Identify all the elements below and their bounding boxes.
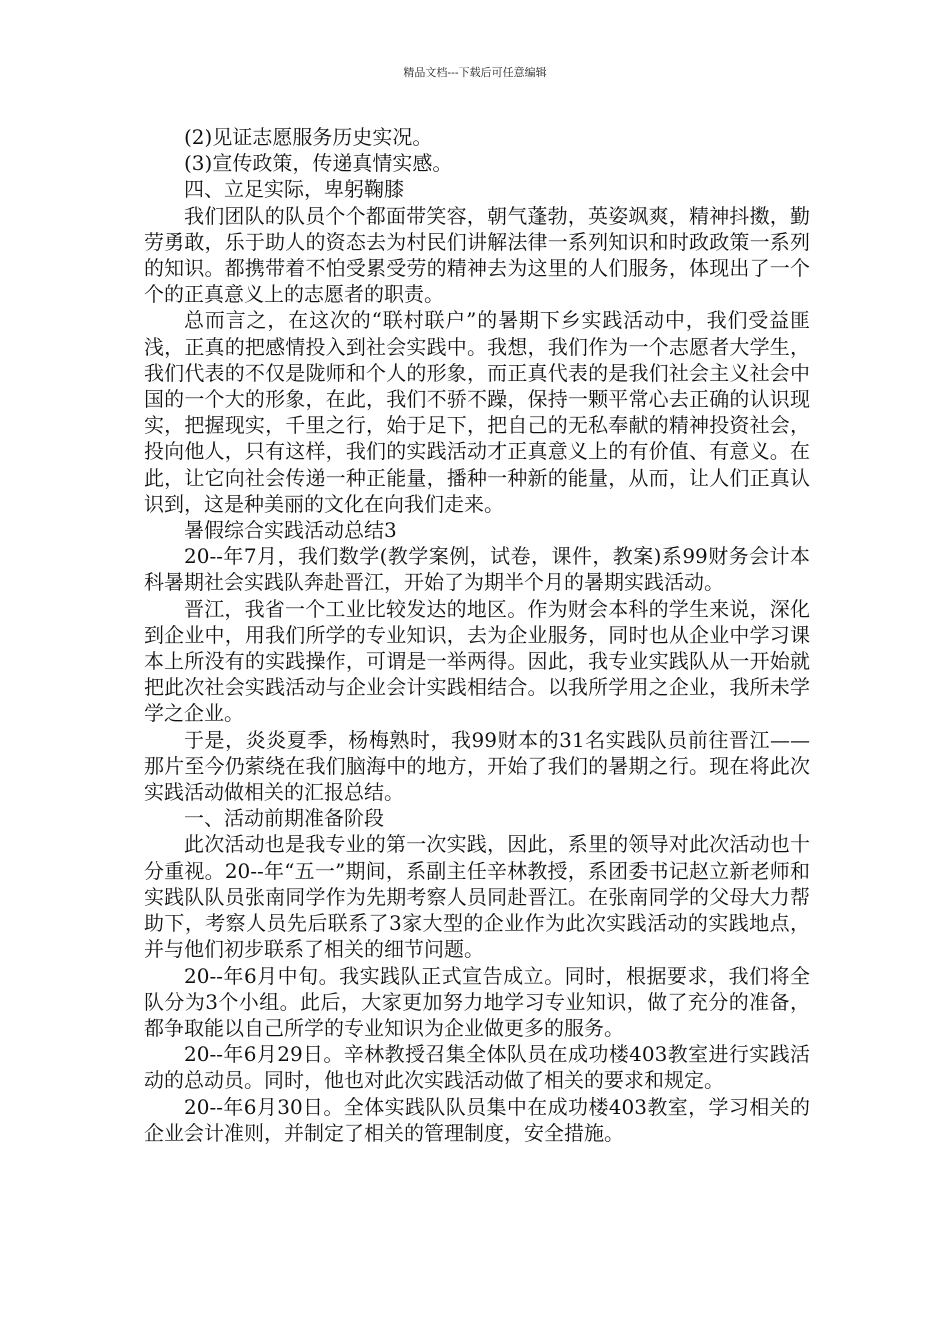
page-header: 精品文档---下载后可任意编辑 bbox=[403, 66, 547, 79]
document-body bbox=[144, 124, 810, 1146]
paragraph-june-29: 20--年6月29日。辛林教授召集全体队员在成功楼403教室进行实践活动的总动员。同时，他也对此次实践活动做了相关的要求和规定。 bbox=[144, 1042, 810, 1093]
paragraph-team-members: 我们团队的队员个个都面带笑容，朝气蓬勃，英姿飒爽，精神抖擞，勤劳勇敢，乐于助人的资态去为村民们讲解法律一系列知识和时政政策一系列的知识。都携带着不怕受累受劳的精神去为这里的人们服务，体现出了一个个的正真意义上的志愿者的职责。 bbox=[144, 203, 810, 307]
list-item-3: (3)宣传政策，传递真情实感。 bbox=[184, 151, 453, 176]
section-heading-4: 四、立足实际，卑躬鞠膝 bbox=[184, 177, 404, 202]
list-item-2: (2)见证志愿服务历史实况。 bbox=[184, 125, 433, 149]
paragraph-jinjiang: 晋江，我省一个工业比较发达的地区。作为财会本科的学生来说，深化到企业中，用我们所学的专业知识，去为企业服务，同时也从企业中学习课本上所没有的实践操作，可谓是一举两得。因此，我专业实践队从一开始就把此次社会实践活动与企业会计实践相结合。以我所学用之企业，我所未学学之企业。 bbox=[144, 596, 810, 726]
paragraph-conclusion: 总而言之，在这次的“联村联户”的暑期下乡实践活动中，我们受益匪浅，正真的把感情投入到社会实践中。我想，我们作为一个志愿者大学生，我们代表的不仅是陇师和个人的形象，而正真代表的是我们社会主义社会中国的一个大的形象，在此，我们不骄不躁，保持一颗平常心去正确的认识现实，把握现实，千里之行，始于足下，把自己的无私奉献的精神投资社会，投向他人，只有这样，我们的实践活动才正真意义上的有价值、有意义。在此，让它向社会传递一种正能量，播种一种新的能量，从而，让人们正真认识到，这是种美丽的文化在向我们走来。 bbox=[144, 308, 810, 516]
section-heading-preparation: 一、活动前期准备阶段 bbox=[184, 806, 384, 831]
paragraph-first-practice: 此次活动也是我专业的第一次实践，因此，系里的领导对此次活动也十分重视。20--年“五一”期间，系副主任辛林教授，系团委书记赵立新老师和实践队队员张南同学作为先期考察人员同赴晋江。在张南同学的父母大力帮助下，考察人员先后联系了3家大型的企业作为此次实践活动的实践地点，并与他们初步联系了相关的细节问题。 bbox=[144, 832, 810, 962]
paragraph-summer: 于是，炎炎夏季，杨梅熟时，我99财本的31名实践队员前往晋江——那片至今仍萦绕在我们脑海中的地方，开始了我们的暑期之行。现在将此次实践活动做相关的汇报总结。 bbox=[144, 727, 810, 805]
paragraph-june-mid: 20--年6月中旬。我实践队正式宣告成立。同时，根据要求，我们将全队分为3个小组。此后，大家更加努力地学习专业知识，做了充分的准备，都争取能以自己所学的专业知识为企业做更多的服务。 bbox=[144, 963, 810, 1040]
section-title-summary-3: 暑假综合实践活动总结3 bbox=[184, 518, 397, 543]
paragraph-june-30: 20--年6月30日。全体实践队队员集中在成功楼403教室，学习相关的企业会计准则，并制定了相关的管理制度，安全措施。 bbox=[144, 1094, 810, 1145]
paragraph-july-intro: 20--年7月，我们数学(教学案例，试卷，课件，教案)系99财务会计本科暑期社会实践队奔赴晋江，开始了为期半个月的暑期实践活动。 bbox=[144, 544, 810, 595]
